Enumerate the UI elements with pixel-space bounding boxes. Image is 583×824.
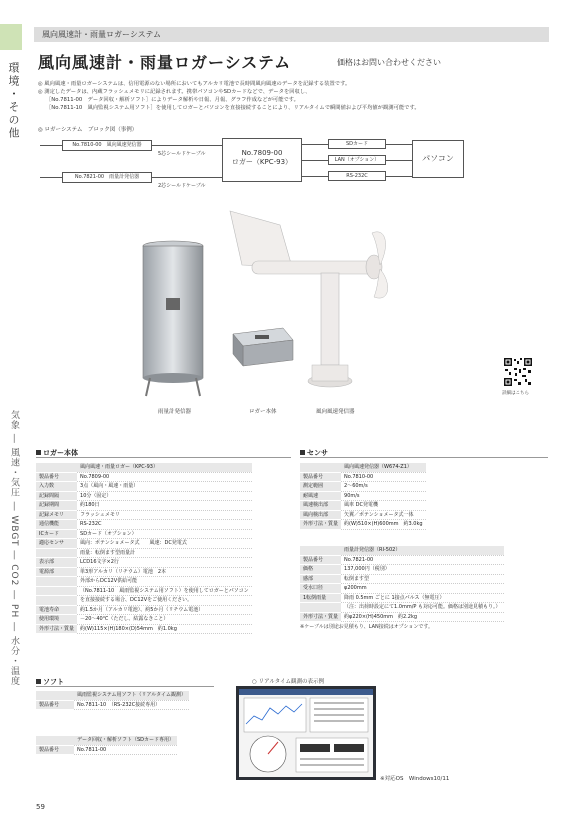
spec-key [36, 596, 77, 606]
spec-key [36, 577, 77, 587]
spec-key: 測定範囲 [300, 482, 341, 492]
spec-value: （No.7811-10 風雨監視システム用ソフト）を使用してロガーとパソコン [77, 586, 252, 596]
sidebar-subcategory-list: 気象 ― 風速・気圧 ― WBGT ― CO2 ― PH ― 水分・温度 [9, 410, 19, 686]
spec-value: SDカード（オプション） [77, 529, 252, 539]
spec-value: 風向：ポテンショメータ式 風速：DC発電式 [77, 539, 252, 549]
spec-row [300, 565, 504, 575]
intro-line: ［No.7811-10 風向監視システム用ソフト］を使用してロガーとパソコンを直接接続することにより、リアルタイムで瞬間値および平均値が観測可能です。 [46, 105, 420, 111]
section-divider [36, 457, 291, 458]
spec-value: No.7821-00 [341, 555, 504, 565]
intro-text [38, 80, 548, 112]
spec-key: 耐風速 [300, 491, 341, 501]
category-header-bar: 風向風速計・雨量ロガーシステム [34, 27, 549, 42]
spec-value: 単3形アルカリ（リチウム）電池 2本 [77, 567, 252, 577]
spec-key: 外形寸法・質量 [300, 520, 341, 530]
spec-row [300, 574, 504, 584]
spec-row [300, 463, 426, 472]
spec-row [300, 510, 426, 520]
spec-value: RS-232C [77, 520, 252, 530]
software-section-heading: ソフト [36, 677, 64, 687]
diagram-title: ◎ ロガーシステム ブロック図（事例） [38, 127, 138, 133]
diagram-link-sd: SDカード [328, 139, 386, 149]
spec-value: 風向風速・雨量ロガー（KPC-93） [77, 463, 252, 472]
diagram-line [40, 145, 62, 146]
spec-value: 90m/s [341, 491, 426, 501]
spec-key: 適応センサ [36, 539, 77, 549]
section-divider [300, 457, 548, 458]
diagram-logger-name: ロガー（KPC-93） [231, 158, 293, 166]
spec-key: 製品番号 [36, 472, 77, 482]
spec-row [300, 584, 504, 594]
spec-row [36, 605, 252, 615]
spec-key: 外形寸法・質量 [300, 612, 341, 622]
spec-key: 入力数 [36, 482, 77, 492]
spec-value: フラッシュメモリ [77, 510, 252, 520]
spec-value: 風向風速発信器（W674-Z1） [341, 463, 426, 472]
spec-value: 風車 DC発電機 [341, 501, 426, 511]
spec-row [300, 555, 504, 565]
software2-name: データ回収・解析ソフト（SDカード専用） [74, 736, 177, 745]
spec-key: 記録メモリ [36, 510, 77, 520]
spec-value: 外部からDC12V供給可能 [77, 577, 252, 587]
spec-row [36, 577, 252, 587]
diagram-link-lan: LAN（オプション） [328, 155, 386, 165]
logger-caption: ロガー本体 [249, 409, 277, 415]
sensor-section-heading: センサ [300, 448, 328, 458]
spec-value: 約(W)510×(H)600mm 約3.0kg [341, 520, 426, 530]
spec-value: 3点（風向・風速・雨量） [77, 482, 252, 492]
spec-row [36, 529, 252, 539]
spec-row [36, 539, 252, 549]
spec-row [36, 501, 252, 511]
rain-gauge-image [130, 238, 216, 398]
spec-key: 製品番号 [300, 555, 341, 565]
spec-key: 表示部 [36, 558, 77, 568]
spec-row [36, 463, 252, 472]
software2-value: No.7811-00 [74, 745, 177, 755]
spec-value: 約180日 [77, 501, 252, 511]
spec-key: ICカード [36, 529, 77, 539]
spec-key [300, 463, 341, 472]
intro-line: ◎ 風向風速・雨量ロガーシステムは、信用電源のない場所においてもアルカリ電池で長時間風向風速のデータを記録する装置です。 [38, 81, 351, 87]
page-title: 風向風速計・雨量ロガーシステム [38, 53, 292, 72]
spec-row [36, 472, 252, 482]
spec-value: （注：出荷時設定にて1.0mm/P も対応可能。価格は別途見積もり。） [341, 603, 504, 613]
spec-value: 2〜60m/s [341, 482, 426, 492]
diagram-logger-box [222, 138, 302, 182]
spec-value: 雨量：転倒ます型雨量計 [77, 548, 252, 558]
spec-key [36, 586, 77, 596]
wind-sensor-spec-table [300, 463, 426, 530]
realtime-screen-image [236, 686, 376, 780]
spec-row [36, 624, 252, 634]
spec-key: 受水口径 [300, 584, 341, 594]
spec-key: 風速検出部 [300, 501, 341, 511]
spec-key: 価格 [300, 565, 341, 575]
spec-key [36, 548, 77, 558]
spec-value: －20〜40℃（ただし、結露なきこと） [77, 615, 252, 625]
spec-value: 約φ220×(H)450mm 約2.2kg [341, 612, 504, 622]
diagram-line [40, 177, 62, 178]
spec-value: 約(W)115×(H)180×(D)54mm 約1.0kg [77, 624, 252, 634]
rain-gauge-caption: 雨量計発信器 [158, 409, 192, 415]
rain-gauge-spec-table [300, 546, 504, 622]
spec-value: No.7810-00 [341, 472, 426, 482]
spec-key: 電池寿命 [36, 605, 77, 615]
spec-row [300, 491, 426, 501]
spec-key: 通信機能 [36, 520, 77, 530]
spec-key: 電源部 [36, 567, 77, 577]
price-note: 価格はお問い合わせください [337, 58, 441, 67]
spec-row [36, 558, 252, 568]
diagram-line [152, 177, 222, 178]
spec-key: 外形寸法・質量 [36, 624, 77, 634]
spec-row [36, 586, 252, 596]
spec-key: 製品番号 [300, 472, 341, 482]
spec-value: 137,000円（税別） [341, 565, 504, 575]
spec-value: 約1.5か月（アルカリ電池）、約5か月（リチウム電池） [77, 605, 252, 615]
spec-row [36, 596, 252, 606]
software1-table [36, 691, 189, 710]
spec-row [300, 593, 504, 603]
spec-row [300, 482, 426, 492]
software1-key: 製品番号 [36, 700, 74, 710]
intro-line: ［No.7811-00 データ回収・解析ソフト］によりデータ解析や日報、月報、グラフ作成などが可能です。 [46, 97, 299, 103]
spec-row [36, 615, 252, 625]
spec-key: 1転倒雨量 [300, 593, 341, 603]
spec-value: 10分（固定） [77, 491, 252, 501]
page-number: 59 [36, 803, 45, 811]
spec-row [300, 472, 426, 482]
os-note: ※対応OS Windows10/11 [380, 776, 450, 782]
spec-row [36, 510, 252, 520]
spec-key [300, 546, 341, 555]
spec-row [300, 546, 504, 555]
diagram-cable1-label: 5芯シールドケーブル [158, 151, 206, 157]
sensor-note: ※ケーブルは別途お見積もり、LAN接続はオプションです。 [300, 624, 433, 630]
diagram-logger-model: No.7809-00 [241, 149, 283, 157]
screen-example-caption: ○ リアルタイム観測の表示例 [252, 679, 324, 685]
spec-value: 降雨 0.5mm ごとに 1接点パルス（無電圧） [341, 593, 504, 603]
diagram-cable2-label: 2芯シールドケーブル [158, 183, 206, 189]
spec-key: 風向検出部 [300, 510, 341, 520]
spec-value: LCD16文字×2行 [77, 558, 252, 568]
spec-key: 使用環境 [36, 615, 77, 625]
software2-key: 製品番号 [36, 745, 74, 755]
wind-sensor-image [222, 205, 392, 405]
spec-row [36, 548, 252, 558]
logger-spec-table [36, 463, 252, 634]
spec-value: 転倒ます型 [341, 574, 504, 584]
diagram-line [152, 145, 222, 146]
intro-line: ◎ 測定したデータは、内蔵フラッシュメモリに記録されます。携帯パソコンやSDカードなどで、データを回収し、 [38, 89, 311, 95]
spec-key: 記録期間 [36, 501, 77, 511]
section-divider [36, 686, 214, 687]
spec-row [300, 520, 426, 530]
spec-row [300, 612, 504, 622]
sidebar-category-label: 環境・その他 [7, 62, 20, 140]
sidebar-tab-marker [0, 24, 22, 50]
diagram-sensor1-box: No.7810-00 風向風速発信器 [62, 140, 152, 151]
spec-row [36, 491, 252, 501]
spec-key [36, 463, 77, 472]
qr-code-image[interactable] [503, 357, 533, 387]
spec-key: 記録間隔 [36, 491, 77, 501]
spec-key: 感部 [300, 574, 341, 584]
logger-section-heading: ロガー本体 [36, 448, 78, 458]
software2-table [36, 736, 177, 755]
spec-row [300, 603, 504, 613]
spec-value: φ200mm [341, 584, 504, 594]
spec-row [36, 482, 252, 492]
spec-value: を直接接続する場合、DC12Vをご使用ください。 [77, 596, 252, 606]
software1-name: 風雨監視システム用ソフト（リアルタイム観測） [74, 691, 189, 700]
spec-value: No.7809-00 [77, 472, 252, 482]
spec-row [300, 501, 426, 511]
wind-sensor-caption: 風向風速発信器 [316, 409, 355, 415]
spec-value: 矢翼／ポテンショメータ式一体 [341, 510, 426, 520]
software1-value: No.7811-10 （RS-232C接続専用） [74, 700, 189, 710]
spec-value: 雨量計発信器（RI-502） [341, 546, 504, 555]
qr-caption: 詳細はこちら [502, 391, 529, 396]
spec-row [36, 567, 252, 577]
diagram-pc-box: パソコン [412, 140, 464, 178]
spec-row [36, 520, 252, 530]
diagram-sensor2-box: No.7821-00 雨量計発信器 [62, 172, 152, 183]
spec-key [300, 603, 341, 613]
diagram-link-rs232c: RS-232C [328, 171, 386, 181]
